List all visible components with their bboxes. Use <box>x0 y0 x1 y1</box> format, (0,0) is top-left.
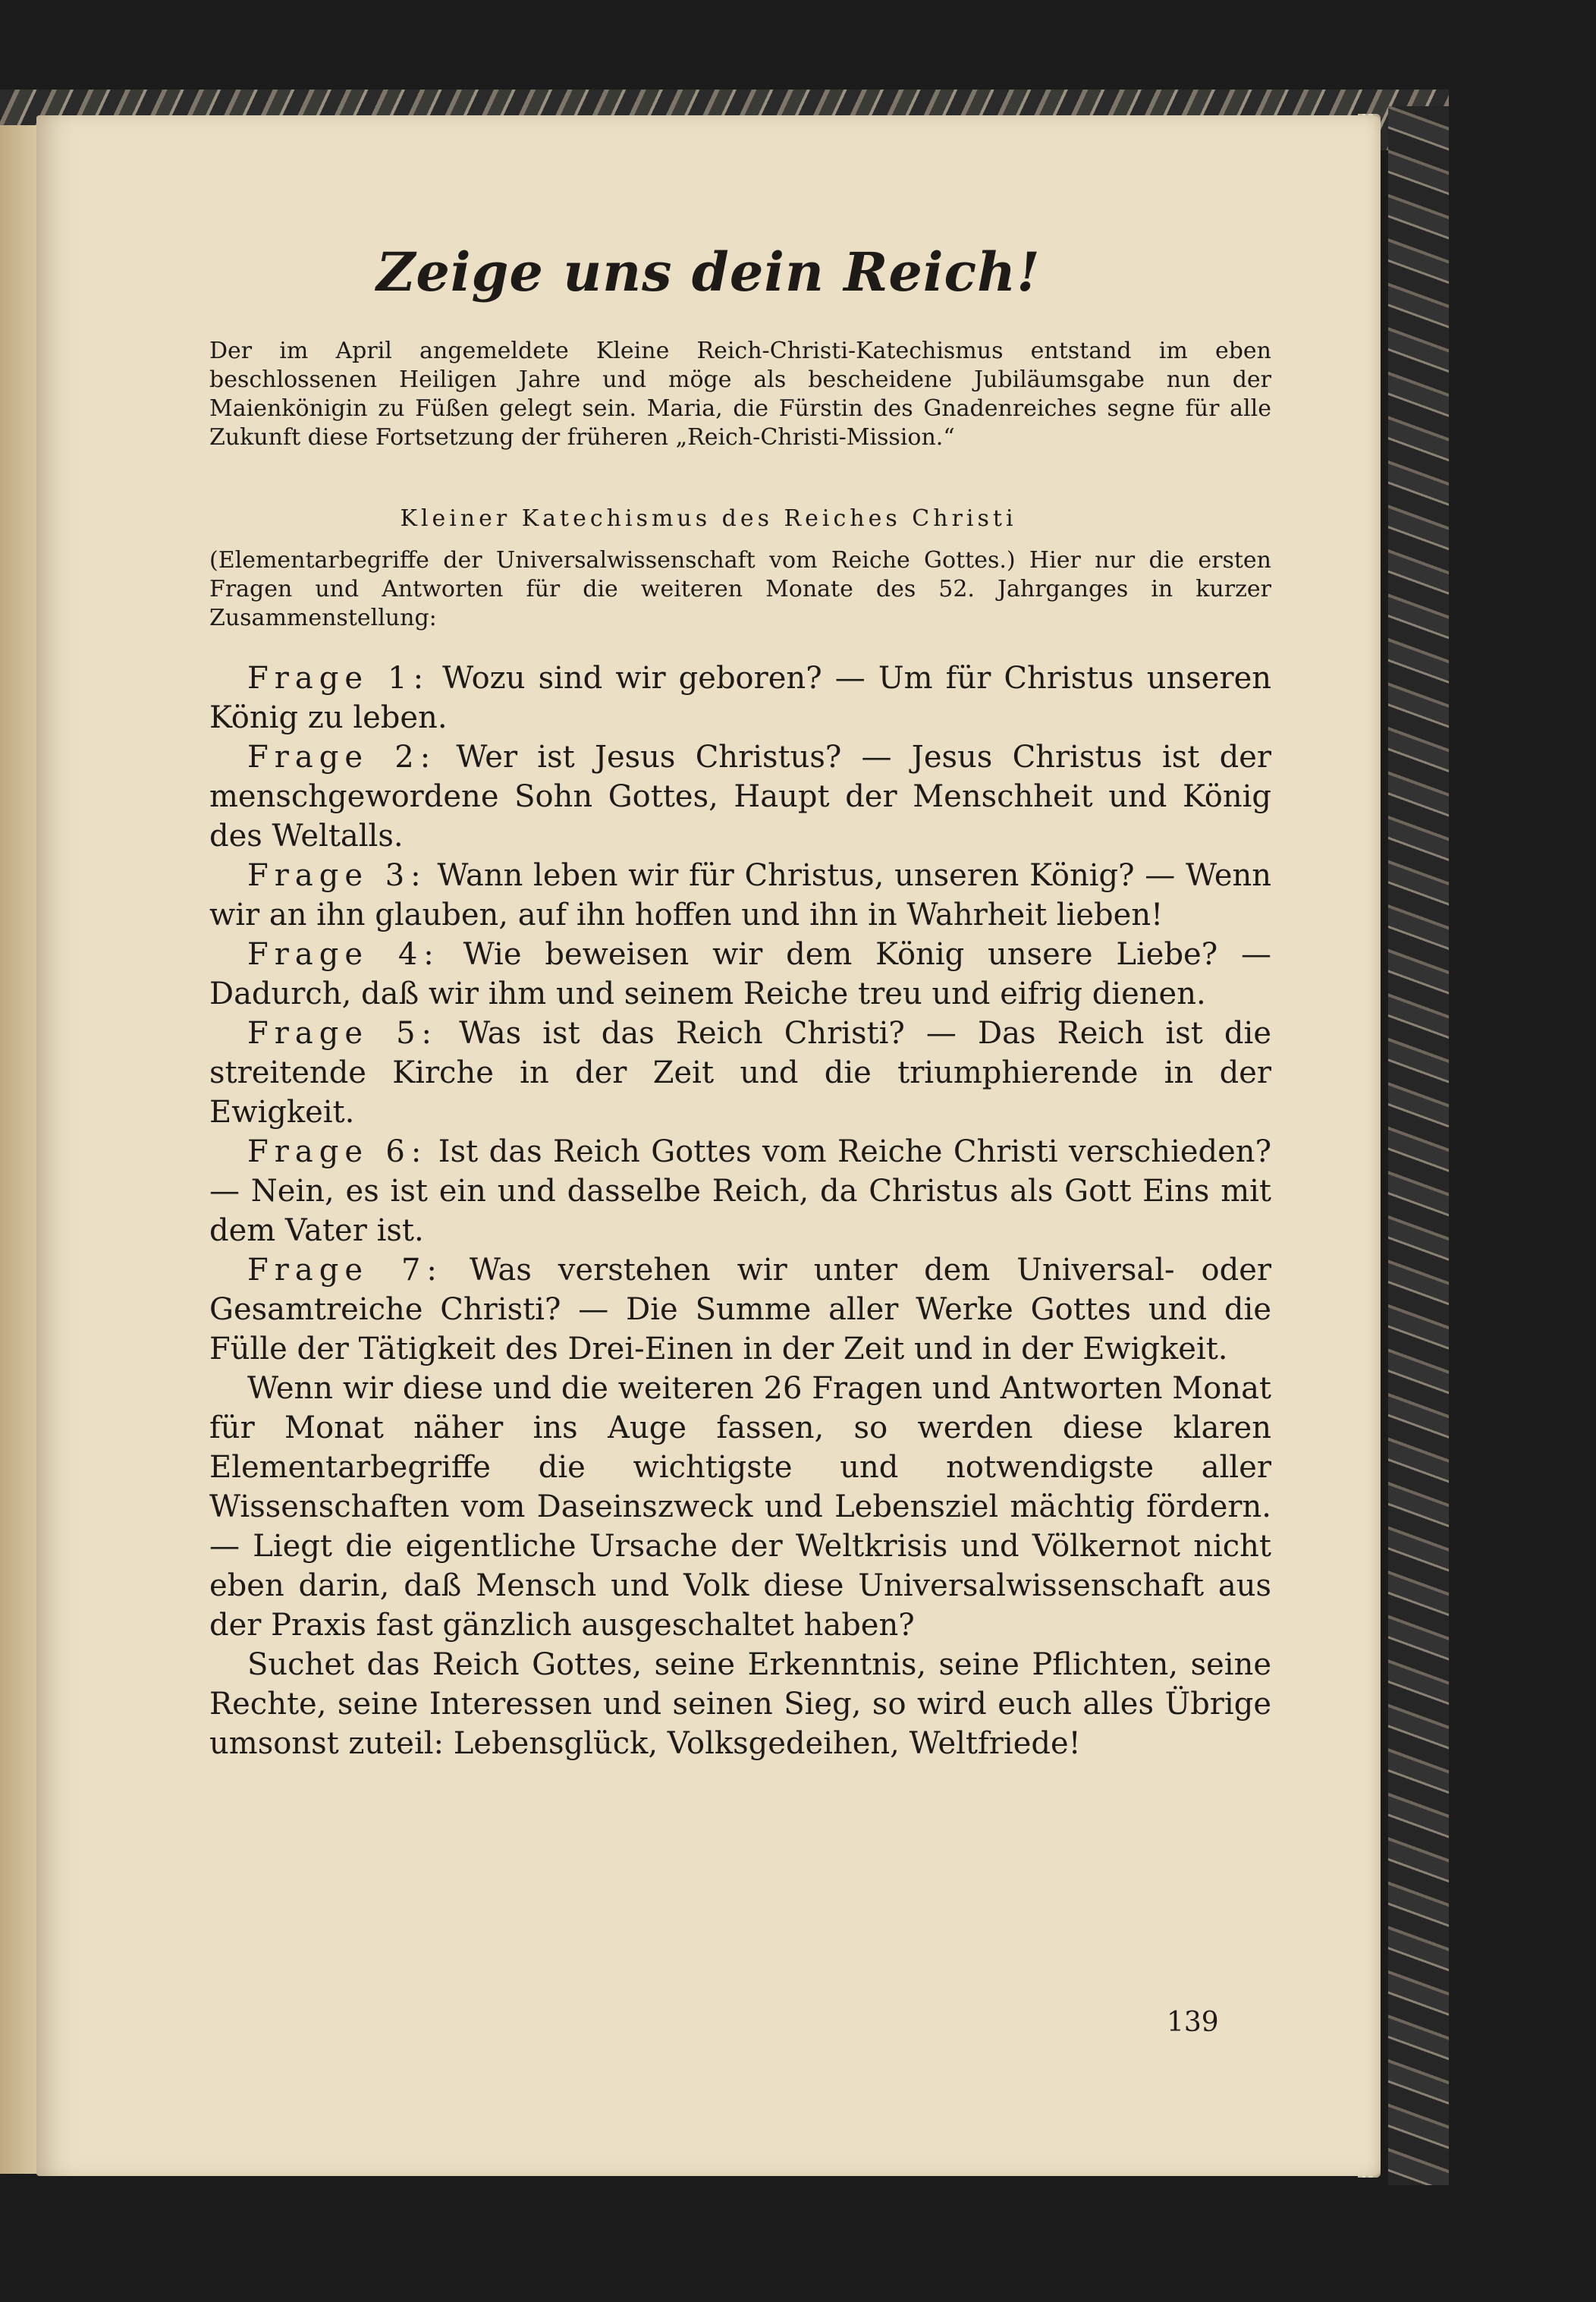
question-text: Wer ist Jesus Christus? — Jesus Christus ist der menschgewordene Sohn Gottes, Haupt der Menschheit und König des Weltalls. <box>209 740 1272 854</box>
question-item <box>209 856 1271 935</box>
facing-page-edge <box>0 125 39 2174</box>
question-label: Frage 1: <box>247 661 430 696</box>
question-label: Frage 6: <box>247 1134 428 1169</box>
catechism-note: (Elementarbegriffe der Universalwissenschaft vom Reiche Gottes.) Hier nur die ersten Fragen und Antworten für die weiteren Monate des 52. Jahrganges in kurzer Zusammenstellung: <box>209 547 1271 631</box>
intro-paragraph: Der im April angemeldete Kleine Reich-Christi-Katechismus entstand im eben beschlossenen Heiligen Jahre und möge als bescheidene Jubiläumsgabe nun der Maienkönigin zu Füßen gelegt sein. Maria, die Fürstin des Gnadenreiches segne für alle Zukunft diese Fortsetzung der früheren „Reich-Christi-Mission.“ <box>209 338 1271 451</box>
question-label: Frage 2: <box>247 740 437 775</box>
question-item <box>209 1014 1271 1132</box>
question-item <box>209 1132 1271 1250</box>
page-content <box>36 115 1381 2176</box>
question-item <box>209 737 1271 856</box>
book-cover-edge <box>1388 106 1449 2185</box>
question-text: Was verstehen wir unter dem Universal- oder Gesamtreiche Christi? — Die Summe aller Werke Gottes und die Fülle der Tätigkeit des Drei-Einen in der Zeit und in der Ewigkeit. <box>209 1253 1272 1366</box>
question-list <box>209 659 1271 1763</box>
closing-paragraph: Wenn wir diese und die weiteren 26 Fragen und Antworten Monat für Monat näher ins Auge fassen, so werden diese klaren Elementarbegriffe die wichtigste und notwendigste aller Wissenschaften vom Daseinszweck und Lebensziel mächtig fördern. — Liegt die eigentliche Ursache der Weltkrisis und Völkernot nicht eben darin, daß Mensch und Volk diese Universalwissenschaft aus der Praxis fast gänzlich ausgeschaltet haben? <box>209 1371 1271 1643</box>
question-text: Ist das Reich Gottes vom Reiche Christi verschieden? — Nein, es ist ein und dasselbe Reich, da Christus als Gott Eins mit dem Vater ist. <box>209 1134 1272 1248</box>
question-label: Frage 7: <box>247 1253 443 1288</box>
question-text: Wie beweisen wir dem König unsere Liebe? — Dadurch, daß wir ihm und seinem Reiche treu und eifrig dienen. <box>209 937 1272 1011</box>
question-item <box>209 935 1271 1014</box>
page-number: 139 <box>1167 2007 1219 2038</box>
catechism-heading: Kleiner Katechismus des Reiches Christi <box>400 505 1017 532</box>
page-title: Zeige uns dein Reich! <box>376 241 1041 303</box>
question-item <box>209 1250 1271 1369</box>
question-text: Wann leben wir für Christus, unseren König? — Wenn wir an ihn glauben, auf ihn hoffen und ihn in Wahrheit lieben! <box>209 858 1272 932</box>
question-label: Frage 5: <box>247 1016 438 1051</box>
closing-paragraph: Suchet das Reich Gottes, seine Erkenntnis, seine Pflichten, seine Rechte, seine Interessen und seinen Sieg, so wird euch alles Übrige umsonst zuteil: Lebensglück, Volksgedeihen, Weltfriede! <box>209 1647 1271 1761</box>
book-page <box>36 115 1381 2176</box>
question-text: Was ist das Reich Christi? — Das Reich ist die streitende Kirche in der Zeit und die triumphierende in der Ewigkeit. <box>209 1016 1271 1130</box>
question-label: Frage 3: <box>247 858 427 893</box>
question-item <box>209 659 1271 737</box>
question-label: Frage 4: <box>247 937 440 972</box>
question-text: Wozu sind wir geboren? — Um für Christus unseren König zu leben. <box>209 661 1272 735</box>
